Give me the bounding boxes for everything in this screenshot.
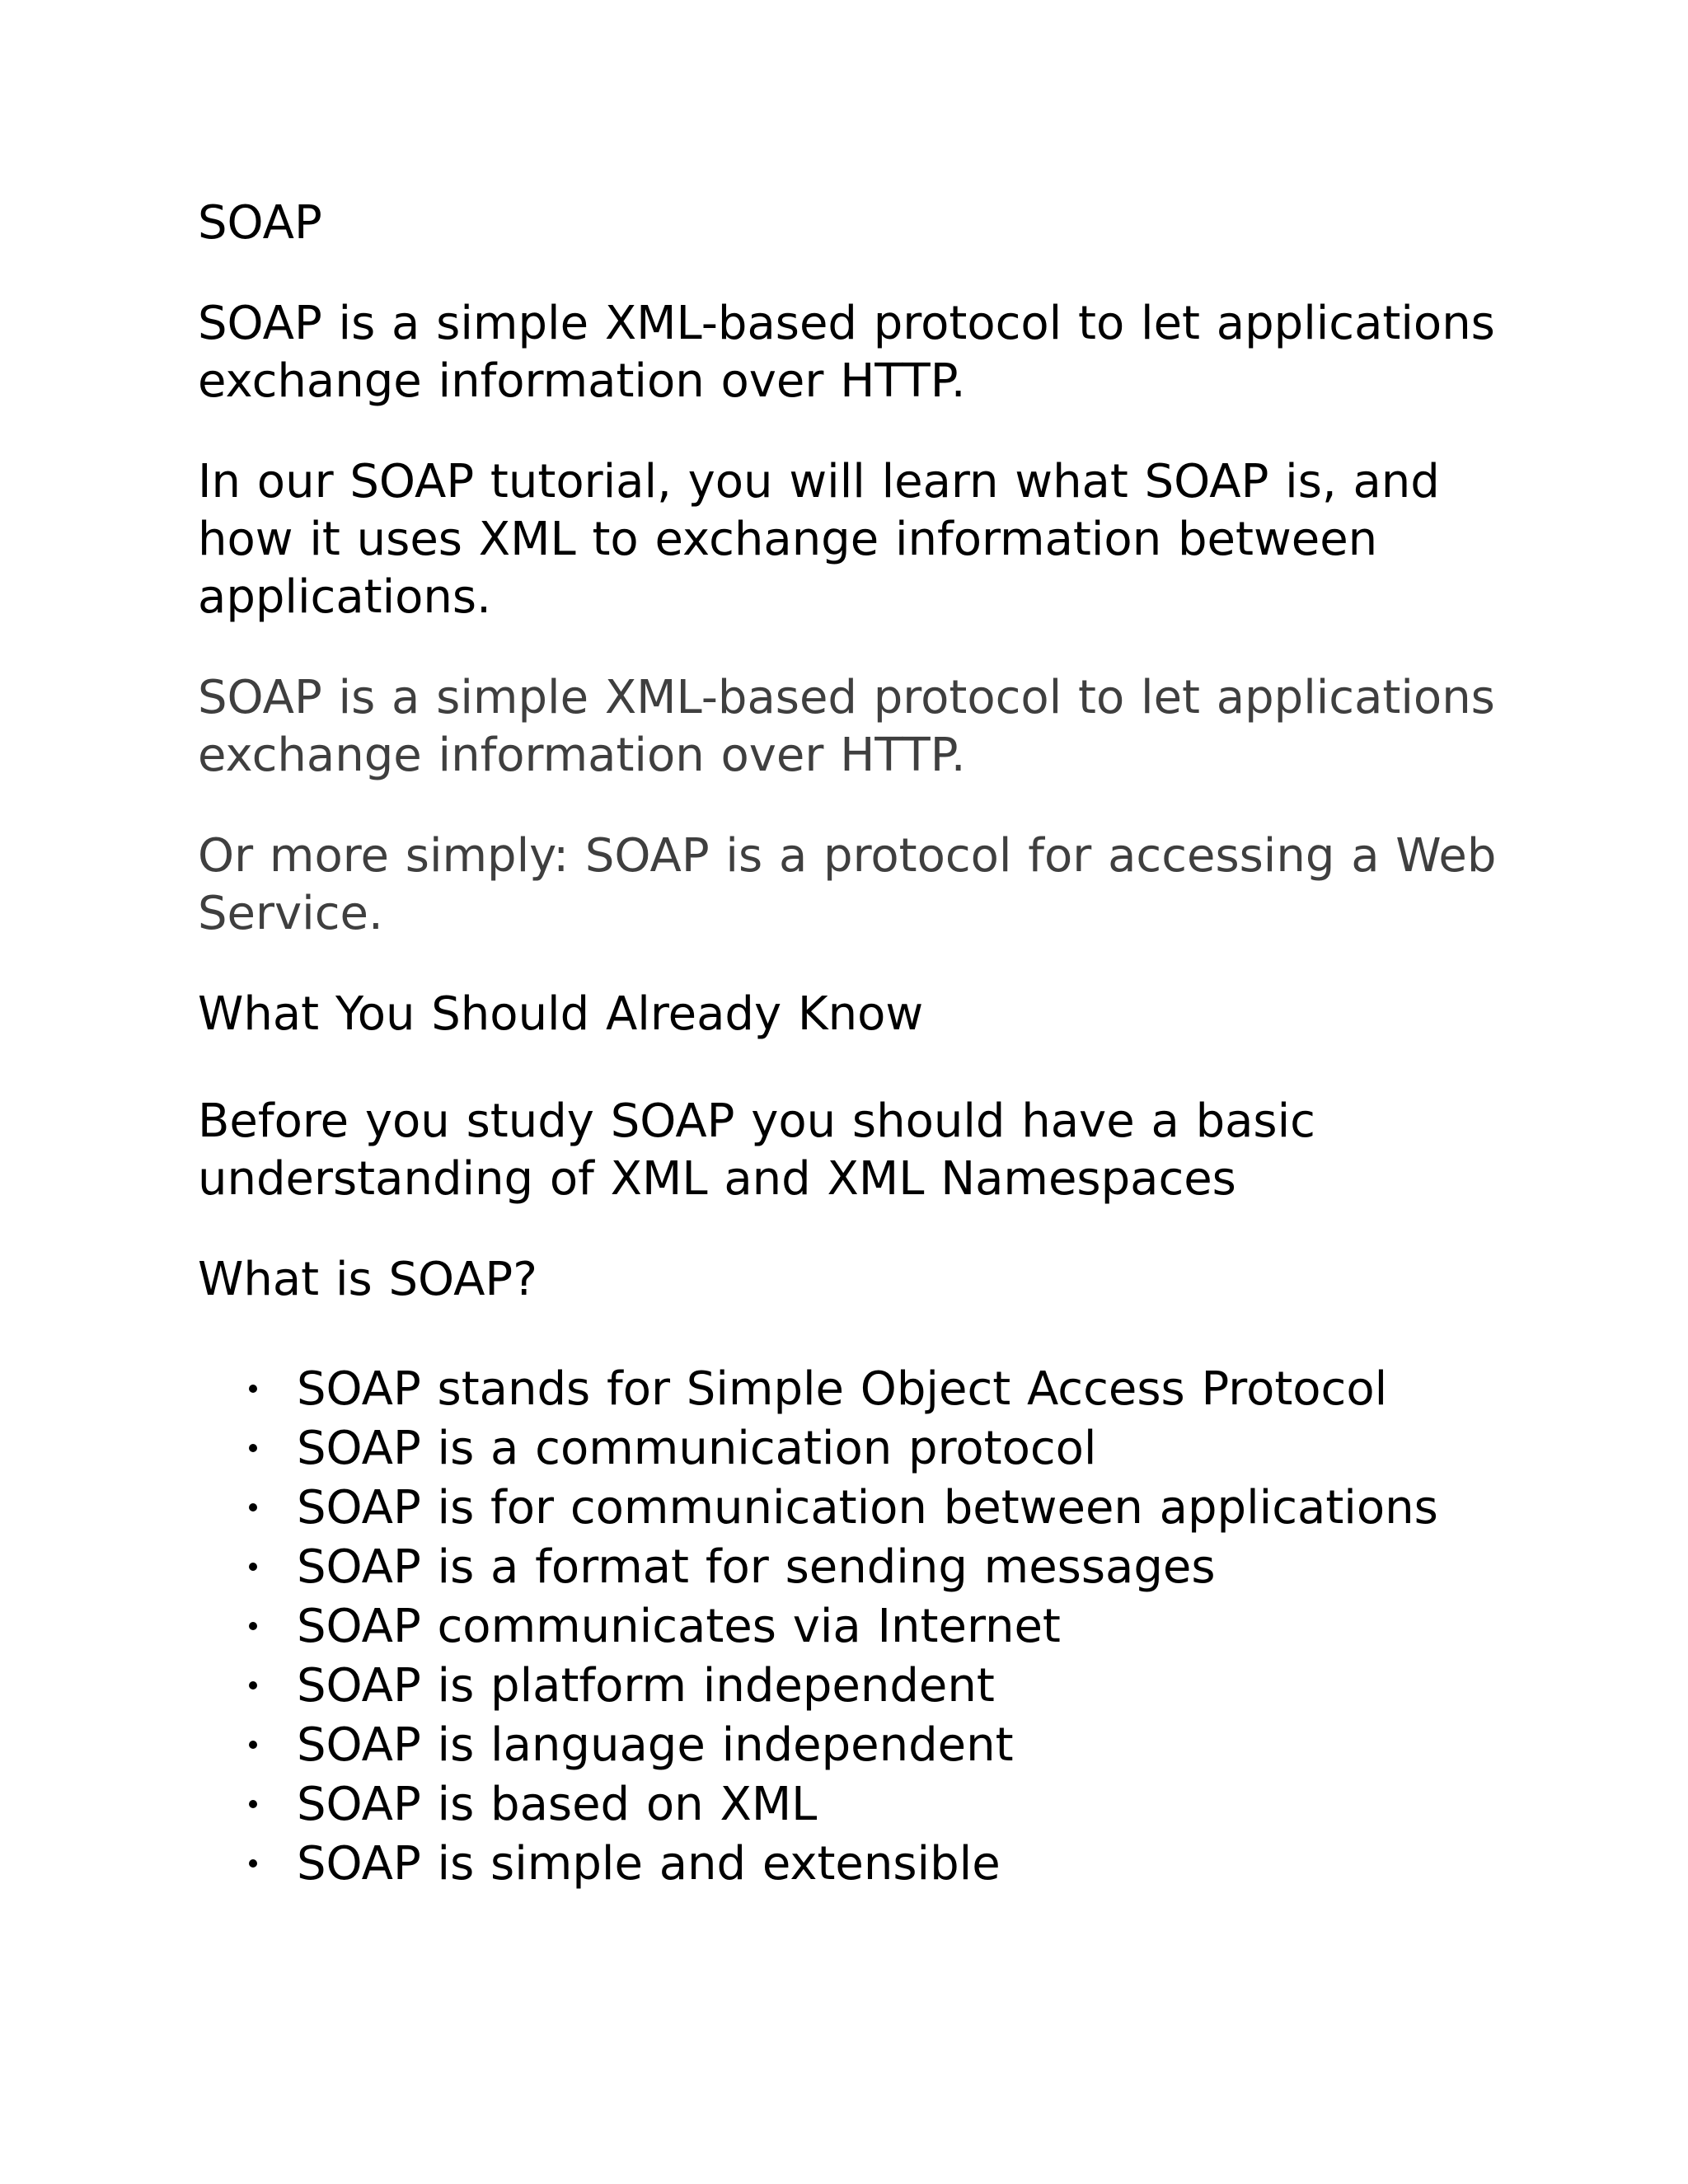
intro-paragraph: SOAP is a simple XML-based protocol to let applications exchange information over HTTP. [198,297,1495,408]
list-item [198,1657,1517,1716]
simply-quote: Or more simply: SOAP is a protocol for accessing a Web Service. [198,829,1497,940]
list-item-text: SOAP is language independent [297,1718,1014,1772]
list-item-text: SOAP is based on XML [297,1778,818,1831]
bullet-icon [249,1800,257,1808]
list-item-text: SOAP is simple and extensible [297,1837,1001,1891]
bullet-icon [249,1622,257,1630]
prereq-heading: What You Should Already Know [198,987,924,1041]
document-title: SOAP [198,196,322,250]
prereq-paragraph: Before you study SOAP you should have a basic understanding of XML and XML Namespaces [198,1094,1315,1206]
bullet-icon [249,1385,257,1393]
bullet-icon [249,1859,257,1868]
list-item-text: SOAP communicates via Internet [297,1600,1061,1653]
bullet-icon [249,1444,257,1452]
list-item [198,1835,1517,1894]
list-item-text: SOAP is a format for sending messages [297,1540,1216,1594]
list-item [198,1775,1517,1835]
list-item [198,1597,1517,1657]
bullet-icon [249,1681,257,1690]
list-item [198,1360,1517,1419]
bullet-icon [249,1563,257,1571]
tutorial-paragraph: In our SOAP tutorial, you will learn what SOAP is, and how it uses XML to exchange information between applications. [198,455,1440,624]
bullet-icon [249,1503,257,1511]
list-item [198,1419,1517,1479]
list-item [198,1538,1517,1597]
list-item-text: SOAP stands for Simple Object Access Protocol [297,1362,1388,1416]
whatis-heading: What is SOAP? [198,1253,537,1306]
soap-facts-list [198,1360,1517,1894]
list-item-text: SOAP is platform independent [297,1659,995,1713]
document-page [198,194,1517,1894]
bullet-icon [249,1741,257,1749]
list-item-text: SOAP is for communication between applications [297,1481,1438,1535]
list-item [198,1716,1517,1775]
list-item-text: SOAP is a communication protocol [297,1422,1097,1475]
definition-quote: SOAP is a simple XML-based protocol to let applications exchange information over HTTP. [198,671,1495,782]
list-item [198,1479,1517,1538]
